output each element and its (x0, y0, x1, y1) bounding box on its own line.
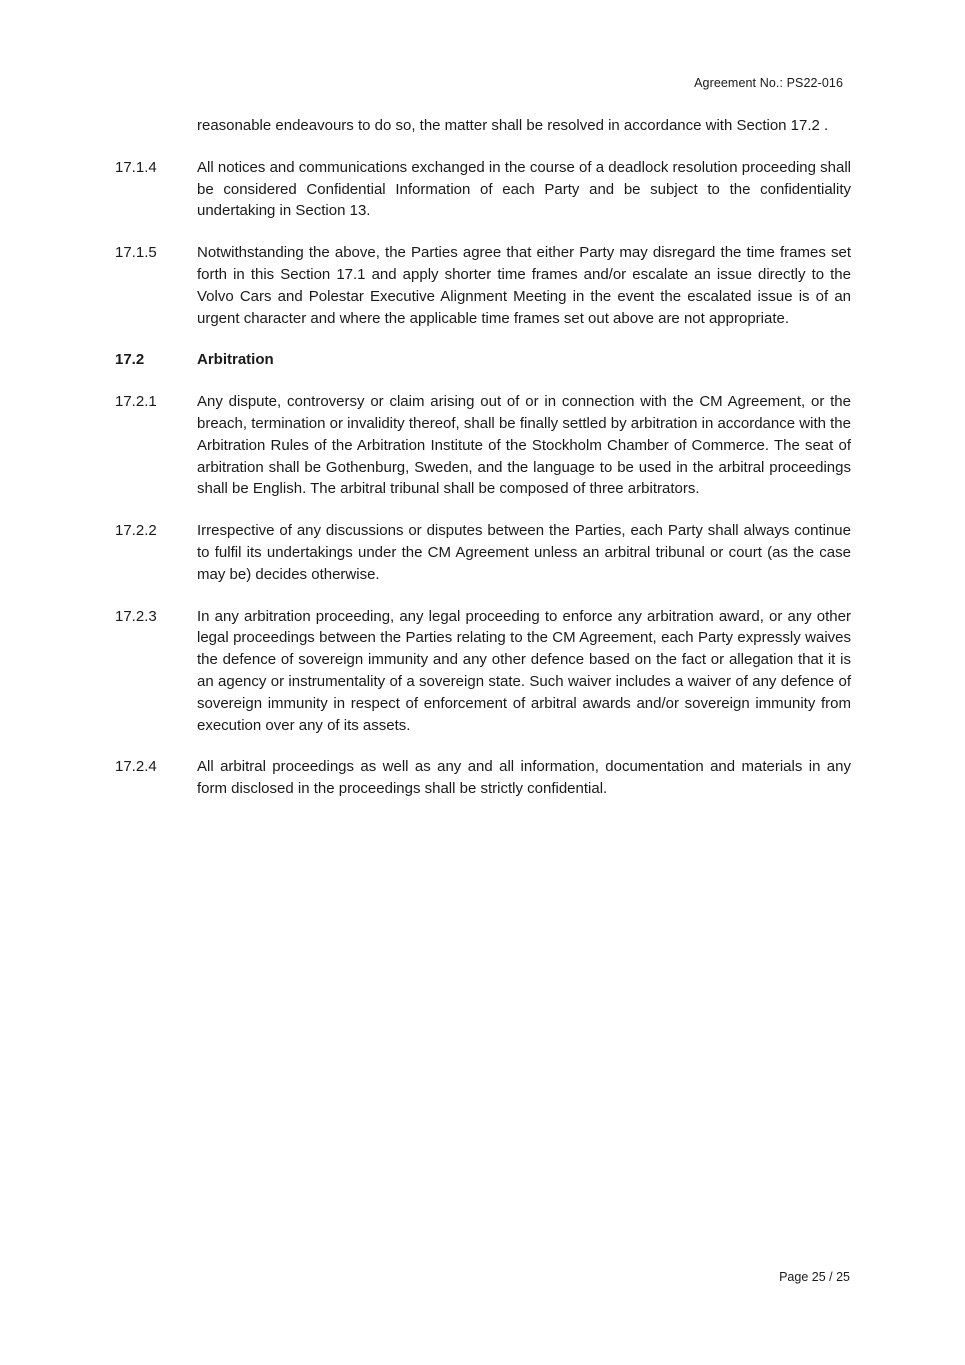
clause-text: All notices and communications exchanged in the course of a deadlock resolution proceeding shall be considered Confidential Information of each Party and be subject to the confidentiality undertaking in Section 13. (197, 158, 851, 220)
clause-number: 17.2.4 (115, 758, 157, 776)
clause-text: All arbitral proceedings as well as any and all information, documentation and materials in any form disclosed in the proceedings shall be strictly confidential. (197, 758, 851, 798)
section-number: 17.2 (115, 351, 145, 369)
continuation-paragraph: reasonable endeavours to do so, the matter shall be resolved in accordance with Section 17.2 . (197, 117, 829, 134)
agreement-number: Agreement No.: PS22-016 (694, 76, 843, 90)
clause-number: 17.1.5 (115, 244, 157, 262)
page-number: Page 25 / 25 (779, 1270, 850, 1284)
clause-text: Irrespective of any discussions or disputes between the Parties, each Party shall always continue to fulfil its undertakings under the CM Agreement unless an arbitral tribunal or court (as the case may be) decides otherwise. (197, 522, 851, 583)
section-title: Arbitration (197, 351, 274, 369)
clause-17-2-3 (115, 606, 851, 737)
clause-text: Any dispute, controversy or claim arising out of or in connection with the CM Agreement, or the breach, termination or invalidity thereof, shall be finally settled by arbitration in accordance with the Arbitration Rules of the Arbitration Institute of the Stockholm Chamber of Commerce. The seat of arbitration shall be Gothenburg, Sweden, and the language to be used in the arbitral proceedings shall be English. The arbitral tribunal shall be composed of three arbitrators. (197, 393, 851, 498)
clause-17-2-1 (115, 391, 851, 500)
clause-17-2-4 (115, 756, 851, 800)
document-body (115, 115, 851, 820)
section-heading-arbitration (115, 349, 851, 371)
clause-number: 17.1.4 (115, 158, 157, 176)
clause-17-1-5 (115, 242, 851, 329)
clause-number: 17.2.3 (115, 607, 157, 625)
clause-number: 17.2.2 (115, 522, 157, 540)
clause-text: Notwithstanding the above, the Parties agree that either Party may disregard the time frames set forth in this Section 17.1 and apply shorter time frames and/or escalate an issue directly to the Volvo Cars and Polestar Executive Alignment Meeting in the event the escalated issue is of an urgent character and where the applicable time frames set out above are not appropriate. (197, 244, 851, 327)
clause-17-1-4 (115, 157, 851, 222)
clause-text: In any arbitration proceeding, any legal proceeding to enforce any arbitration award, or any other legal proceedings between the Parties relating to the CM Agreement, each Party expressly waives the defence of sovereign immunity and any other defence based on the fact or allegation that it is an agency or instrumentality of a sovereign state. Such waiver includes a waiver of any defence of sovereign immunity in respect of enforcement of arbitral awards and/or sovereign immunity from execution over any of its assets. (197, 607, 851, 734)
clause-number: 17.2.1 (115, 393, 157, 411)
clause-17-2-2 (115, 520, 851, 585)
